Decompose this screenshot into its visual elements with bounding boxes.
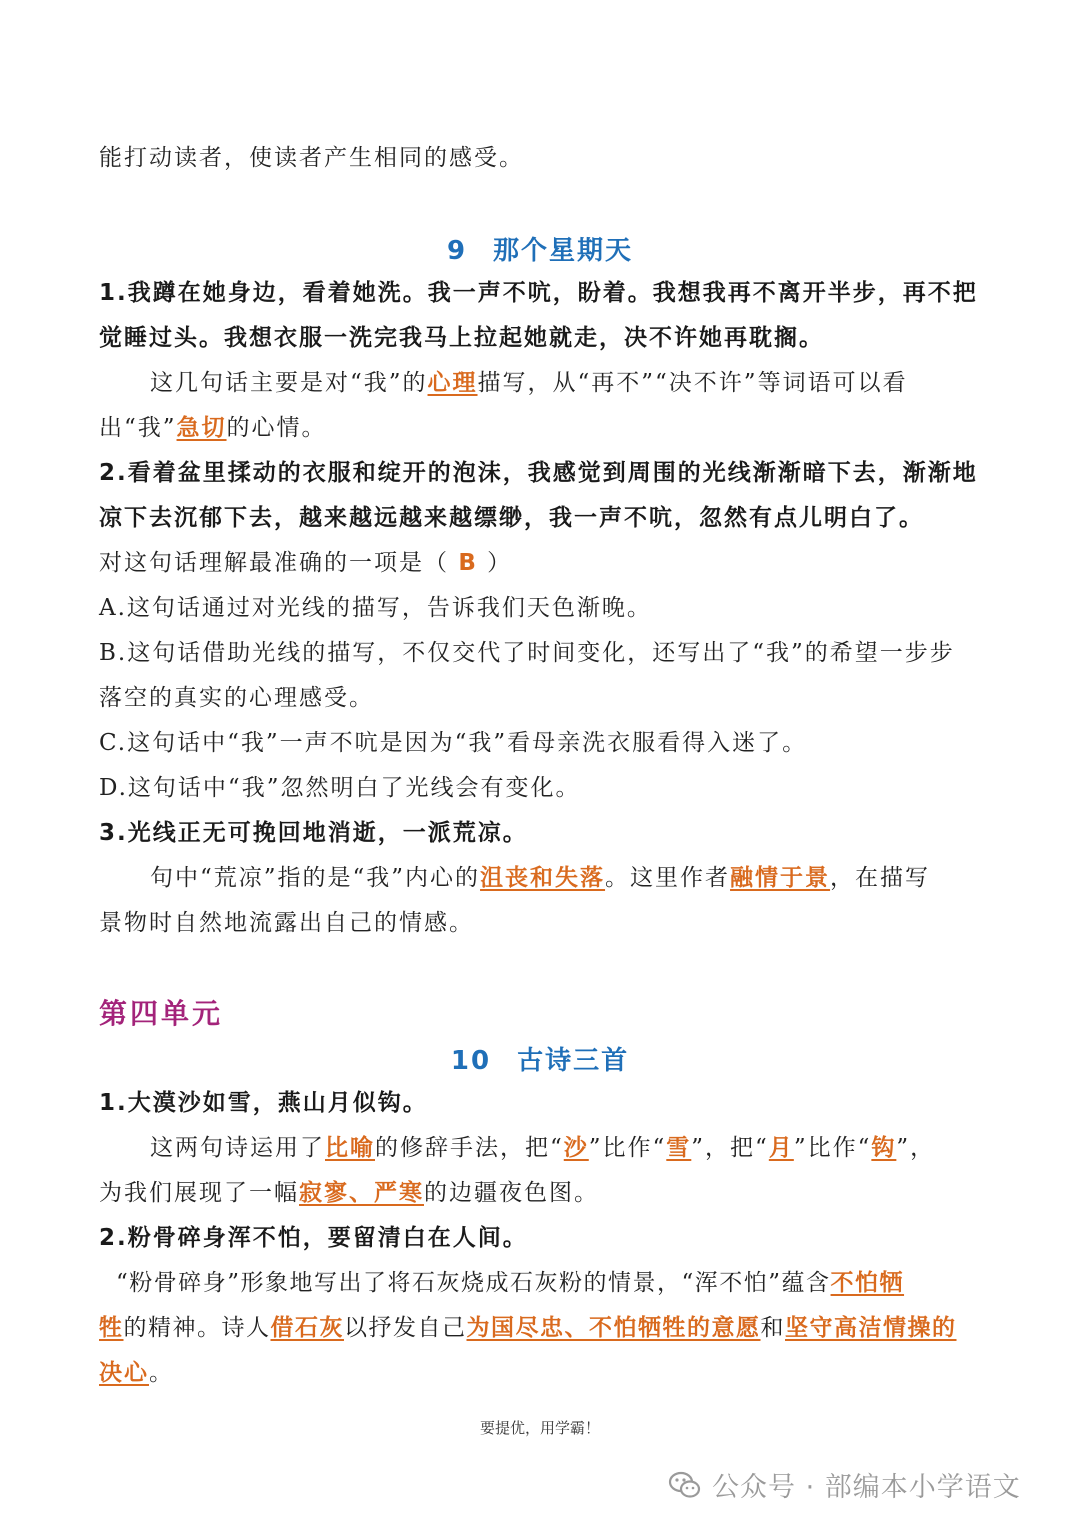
- answer-highlight: 钩: [871, 1134, 897, 1161]
- answer-highlight: 借石灰: [270, 1314, 344, 1341]
- question-prompt: [99, 547, 512, 579]
- answer-highlight: 沙: [563, 1134, 589, 1161]
- answer-text: 这几句话主要是对“我”的: [150, 370, 428, 396]
- option-a: A.这句话通过对光线的描写，告诉我们天色渐晚。: [99, 595, 652, 621]
- answer-line: [99, 412, 327, 444]
- answer-text: 句中“荒凉”指的是“我”内心的: [150, 865, 481, 891]
- lesson-9-title: [0, 230, 1080, 267]
- answer-highlight: 急切: [176, 414, 227, 441]
- answer-highlight: 雪: [666, 1134, 692, 1161]
- option-b-continued: 落空的真实的心理感受。: [99, 685, 374, 711]
- answer-highlight: 心理: [427, 369, 478, 396]
- answer-text: ，在描写: [830, 865, 931, 891]
- question-quote: 凉下去沉郁下去，越来越远越来越缥缈，我一声不吭，忽然有点儿明白了。: [99, 505, 924, 531]
- answer-text: 为我们展现了一幅: [99, 1180, 299, 1206]
- option-c: C.这句话中“我”一声不吭是因为“我”看母亲洗衣服看得入迷了。: [99, 730, 808, 756]
- question-quote: 2.粉骨碎身浑不怕，要留清白在人间。: [99, 1225, 528, 1251]
- unit-title: 第四单元: [99, 997, 224, 1030]
- answer-highlight: 月: [768, 1134, 794, 1161]
- answer-choice: B: [458, 550, 478, 576]
- answer-highlight: 沮丧和失落: [480, 864, 606, 891]
- option-d: D.这句话中“我”忽然明白了光线会有变化。: [99, 775, 581, 801]
- wechat-icon: [668, 1470, 702, 1500]
- answer-text: 的修辞手法，把“: [375, 1135, 564, 1161]
- question-quote: 2.看着盆里揉动的衣服和绽开的泡沫，我感觉到周围的光线渐渐暗下去，渐渐地: [99, 460, 978, 486]
- answer-text: 的精神。诗人: [123, 1315, 271, 1341]
- lesson-name: 那个星期天: [493, 236, 634, 266]
- answer-line: [99, 1177, 599, 1209]
- prompt-text: ）: [487, 550, 513, 576]
- prompt-text: 对这句话理解最准确的一项是（: [99, 550, 449, 576]
- answer-line: [150, 862, 930, 894]
- intro-line: 能打动读者，使读者产生相同的感受。: [99, 145, 524, 171]
- watermark: [668, 1465, 1021, 1504]
- answer-text: 和: [760, 1315, 785, 1341]
- question-quote: 1.我蹲在她身边，看着她洗。我一声不吭，盼着。我想我再不离开半步，再不把: [99, 280, 978, 306]
- answer-text: 的心情。: [226, 415, 327, 441]
- question-quote: 3.光线正无可挽回地消逝，一派荒凉。: [99, 820, 528, 846]
- answer-highlight: 坚守高洁情操的: [785, 1314, 957, 1341]
- answer-text: 。: [149, 1360, 174, 1386]
- answer-line: [116, 1267, 904, 1299]
- answer-line: 景物时自然地流露出自己的情感。: [99, 910, 474, 936]
- lesson-10-title: [0, 1040, 1080, 1077]
- lesson-number: 9: [446, 236, 468, 266]
- question-quote: 觉睡过头。我想衣服一洗完我马上拉起她就走，决不许她再耽搁。: [99, 325, 824, 351]
- answer-text: ”比作“: [793, 1135, 872, 1161]
- answer-text: 描写，从“再不”“决不许”等词语可以看: [477, 370, 908, 396]
- answer-highlight: 不怕牺: [830, 1269, 905, 1296]
- answer-highlight: 决心: [99, 1359, 149, 1386]
- answer-highlight: 为国尽忠、不怕牺牲的意愿: [466, 1314, 761, 1341]
- watermark-text: 公众号 · 部编本小学语文: [712, 1472, 1021, 1503]
- answer-highlight: 融情于景: [730, 864, 831, 891]
- answer-text: ”，把“: [691, 1135, 769, 1161]
- page-footer: 要提优，用学霸！: [479, 1419, 600, 1437]
- answer-line: [99, 1312, 957, 1344]
- answer-text: 以抒发自己: [344, 1315, 467, 1341]
- answer-text: 。这里作者: [605, 865, 731, 891]
- answer-text: 出“我”: [99, 415, 177, 441]
- answer-line: [150, 367, 908, 399]
- answer-text: ”，: [896, 1135, 936, 1161]
- option-b: B.这句话借助光线的描写，不仅交代了时间变化，还写出了“我”的希望一步步: [99, 640, 955, 666]
- answer-line: [150, 1132, 935, 1164]
- answer-text: ”比作“: [588, 1135, 667, 1161]
- answer-highlight: 比喻: [325, 1134, 375, 1161]
- lesson-number: 10: [450, 1046, 492, 1076]
- lesson-name: 古诗三首: [517, 1046, 630, 1076]
- answer-line: [99, 1357, 174, 1389]
- answer-highlight: 寂寥、严寒: [299, 1179, 424, 1206]
- answer-text: 这两句诗运用了: [150, 1135, 325, 1161]
- answer-highlight: 牲: [99, 1314, 124, 1341]
- question-quote: 1.大漠沙如雪，燕山月似钩。: [99, 1090, 428, 1116]
- answer-text: “粉骨碎身”形象地写出了将石灰烧成石灰粉的情景，“浑不怕”蕴含: [116, 1270, 831, 1296]
- answer-text: 的边疆夜色图。: [424, 1180, 599, 1206]
